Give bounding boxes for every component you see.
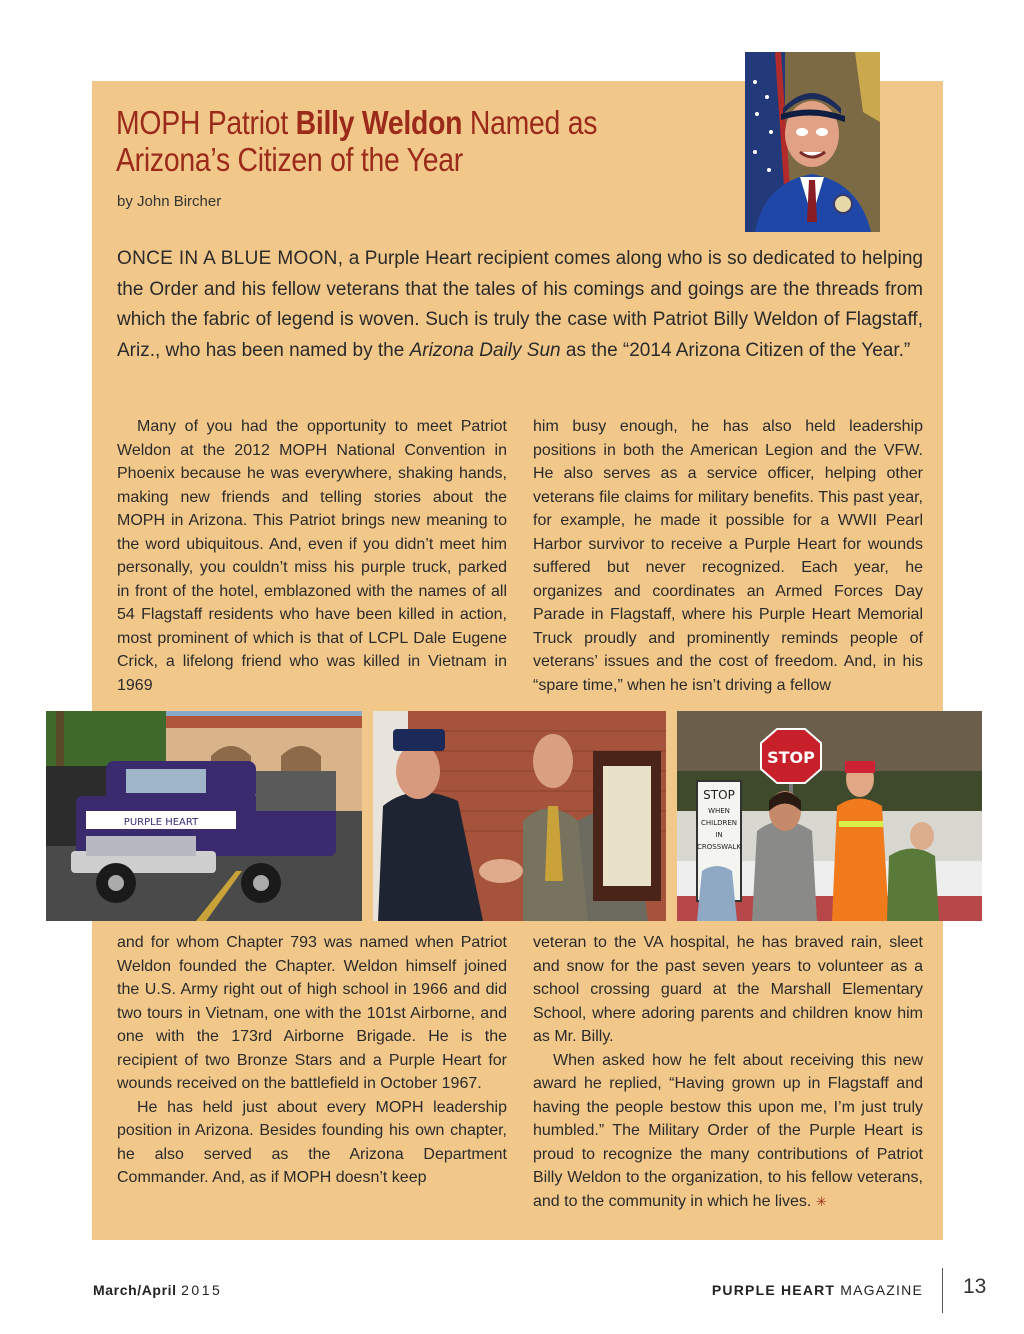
paragraph: veteran to the VA hospital, he has braved rain, sleet and snow for the past seven years to volunteer as a school crossing guard at the Marshall Elementary School, where adoring parents and children know him as Mr. Billy. bbox=[533, 934, 923, 1045]
school-sign-line: STOP bbox=[703, 788, 735, 802]
school-sign-line: CROSSWALK bbox=[697, 843, 741, 851]
paragraph: Many of you had the opportunity to meet Patriot Weldon at the 2012 MOPH National Convention in Phoenix because he was everywhere, shaking hands, making new friends and telling stories about the MOPH in Arizona. This Patriot brings new meaning to the word ubiquitous. And, even if you didn’t meet him personally, you couldn’t miss his purple truck, parked in front of the hotel, emblazoned with the names of all 54 Flagstaff residents who have been killed in action, most prominent of which is that of LCPL Dale Eugene Crick, a lifelong friend who was killed in Vietnam in 1969 bbox=[117, 418, 507, 694]
crossing-guard-photo bbox=[677, 711, 982, 921]
paragraph: him busy enough, he has also held leadership positions in both the American Legion and the VFW. He also serves as a service officer, helping other veterans file claims for military benefits. This past year, for example, he made it possible for a WWII Pearl Harbor survivor to receive a Purple Heart for wounds suffered but never recognized. Each year, he organizes and coordinates an Armed Forces Day Parade in Flagstaff, where his Purple Heart Memorial Truck proudly and prominently reminds people of veterans’ issues and the cost of freedom. And, in his “spare time,” when he isn’t driving a fellow bbox=[533, 418, 923, 694]
footer-divider bbox=[942, 1268, 943, 1313]
issue-date: March/April 2015 bbox=[93, 1282, 223, 1298]
column-bottom-right bbox=[533, 931, 923, 1213]
article-title: MOPH Patriot Billy Weldon Named as Arizona’s Citizen of the Year bbox=[116, 104, 598, 178]
paragraph: When asked how he felt about receiving this new award he replied, “Having grown up in Flagstaff and having the people bestow this upon me, I’m just truly humbled.” The Military Order of the Purple Heart is proud to recognize the many contributions of Patriot Billy Weldon to the organization, to his fellow veterans, and to the community in which he lives. ✳ bbox=[533, 1051, 923, 1210]
award-photo bbox=[373, 711, 666, 921]
school-sign-line: IN bbox=[715, 831, 723, 839]
truck-banner-text: PURPLE HEART bbox=[123, 817, 199, 828]
paragraph: He has held just about every MOPH leadership position in Arizona. Besides founding his own chapter, he also served as the Arizona Department Commander. And, as if MOPH doesn’t keep bbox=[117, 1098, 507, 1186]
lede-caps: ONCE IN A BLUE MOON, bbox=[117, 248, 344, 269]
column-top-right bbox=[533, 415, 923, 697]
portrait-photo bbox=[745, 52, 880, 232]
truck-photo bbox=[46, 711, 362, 921]
stop-sign-text: STOP bbox=[767, 748, 815, 767]
column-top-left bbox=[117, 415, 507, 697]
title-name: Billy Weldon bbox=[295, 104, 463, 141]
school-sign-line: WHEN bbox=[708, 807, 730, 815]
column-bottom-left bbox=[117, 931, 507, 1190]
newspaper-name: Arizona Daily Sun bbox=[409, 339, 561, 361]
lede-paragraph: ONCE IN A BLUE MOON, a Purple Heart recipient comes along who is so dedicated to helping the Order and his fellow veterans that the tales of his comings and goings are the threads from which the fabric of legend is woven. Such is truly the case with Patriot Billy Weldon of Flagstaff, Ariz., who has been named by the Arizona Daily Sun as the “2014 Arizona Citizen of the Year.” bbox=[117, 248, 924, 361]
magazine-name: PURPLE HEART MAGAZINE bbox=[711, 1282, 923, 1298]
page-number: 13 bbox=[963, 1275, 987, 1298]
school-sign-line: CHILDREN bbox=[700, 819, 738, 827]
end-mark-icon: ✳ bbox=[815, 1193, 827, 1209]
byline: by John Bircher bbox=[117, 193, 222, 210]
paragraph: and for whom Chapter 793 was named when Patriot Weldon founded the Chapter. Weldon himself joined the U.S. Army right out of high school in 1966 and did two tours in Vietnam, one with the 101st Airborne, and one with the 173rd Airborne Brigade. He is the recipient of two Bronze Stars and a Purple Heart for wounds received on the battlefield in October 1967. bbox=[117, 934, 507, 1092]
